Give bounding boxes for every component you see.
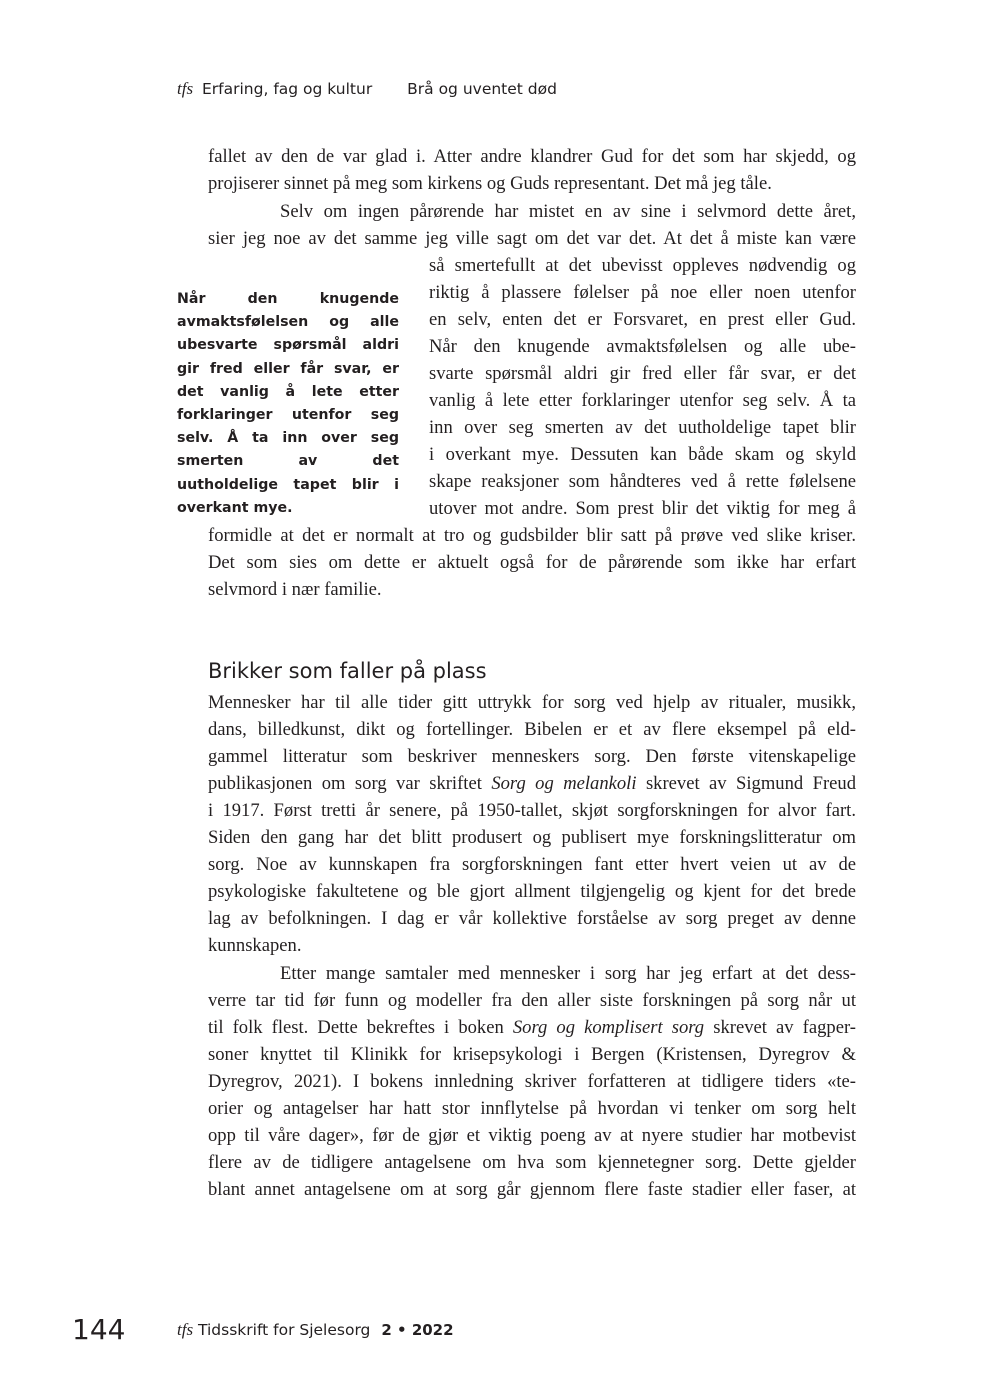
text-line: lag av befolkningen. I dag er vår kollektive forståelse av sorg preget av denne — [208, 908, 856, 929]
text-line: blant annet antagelsene om at sorg går gjennom flere faste stadier eller faser, at — [208, 1179, 856, 1200]
text-line: i overkant mye. Dessuten kan både skam og skyld — [429, 444, 856, 465]
text-line: riktig å plassere følelser på noe eller noen utenfor — [429, 282, 856, 303]
section-heading: Brikker som faller på plass — [208, 659, 487, 683]
header-journal-section: Erfaring, fag og kultur — [202, 80, 373, 98]
text-segment: til folk flest. Dette bekreftes i boken — [208, 1017, 513, 1038]
text-segment: skrevet av Sigmund Freud — [636, 773, 856, 794]
text-line: Mennesker har til alle tider gitt uttrykk for sorg ved hjelp av ritualer, musikk, — [208, 692, 856, 713]
text-line: i 1917. Først tretti år senere, på 1950-tallet, skjøt sorgforskningen for alvor fart. — [208, 800, 856, 821]
text-line: sorg. Noe av kunnskapen fra sorgforskningen fant etter hvert veien ut av de — [208, 854, 856, 875]
text-segment: publikasjonen om sorg var skriftet — [208, 773, 492, 794]
text-line — [208, 1014, 856, 1041]
text-segment: skrevet av fagper- — [704, 1017, 856, 1038]
text-line: en selv, enten det er Forsvaret, en prest eller Gud. — [429, 309, 856, 330]
text-line: utover mot andre. Som prest blir det viktig for meg å — [429, 498, 856, 519]
text-line: formidle at det er normalt at tro og gudsbilder blir satt på prøve ved slike kriser. — [208, 525, 856, 546]
text-line: gammel litteratur som beskriver menneskers sorg. Den første vitenskapelige — [208, 746, 856, 767]
text-line: skape reaksjoner som håndteres ved å rette følelsene — [429, 471, 856, 492]
book-title: Sorg og melankoli — [491, 773, 637, 794]
header-article-title: Brå og uventet død — [407, 80, 557, 98]
pull-quote: Når den knugende avmaktsfølelsen og alle ubesvarte spørsmål aldri gir fred eller får svar, er det vanlig å lete etter forklaringer utenfor seg selv. Å ta inn over seg smerten av det uutholdelige tapet blir i overkant mye. — [177, 291, 399, 516]
text-line: Når den knugende avmaktsfølelsen og alle ube- — [429, 336, 856, 357]
text-line: flere av de tidligere antagelsene om hva som kjennetegner sorg. Dette gjelder — [208, 1152, 856, 1173]
text-line: fallet av den de var glad i. Atter andre klandrer Gud for det som har skjedd, og — [208, 146, 856, 167]
text-line: sier jeg noe av det samme jeg ville sagt om det var det. At det å miste kan være — [208, 228, 856, 249]
text-line: opp til våre dager», før de gjør et viktig poeng av at nyere studier har motbevist — [208, 1125, 856, 1146]
text-line: så smertefullt at det ubevisst oppleves nødvendig og — [429, 255, 856, 276]
text-line: Selv om ingen pårørende har mistet en av sine i selvmord dette året, — [280, 201, 856, 222]
text-line: dans, billedkunst, dikt og fortellinger. Bibelen er et av flere eksempel på eld- — [208, 719, 856, 740]
header-tfs-logo: tfs — [177, 79, 194, 98]
running-header — [177, 76, 557, 102]
text-line: soner knyttet til Klinikk for krisepsykologi i Bergen (Kristensen, Dyregrov & — [208, 1044, 856, 1065]
text-line: projiserer sinnet på meg som kirkens og Guds representant. Det må jeg tåle. — [208, 173, 772, 194]
text-line: Dyregrov, 2021). I bokens innledning skriver forfatteren at tidligere tiders «te- — [208, 1071, 856, 1092]
text-line: psykologiske fakultetene og ble gjort allment tilgjengelig og kjent for det brede — [208, 881, 856, 902]
book-title: Sorg og komplisert sorg — [512, 1017, 705, 1038]
text-line: orier og antagelser har hatt stor innflytelse på hvordan vi tenker om sorg helt — [208, 1098, 856, 1119]
text-line: kunnskapen. — [208, 935, 302, 956]
footer-issue: 2 • 2022 — [381, 1321, 454, 1339]
page-number: 144 — [72, 1313, 126, 1346]
footer-journal — [177, 1317, 454, 1343]
text-line: svarte spørsmål aldri gir fred eller får svar, er det — [429, 363, 856, 384]
text-line: verre tar tid før funn og modeller fra den aller siste forskningen på sorg når ut — [208, 990, 856, 1011]
footer-tfs-logo: tfs — [177, 1320, 194, 1339]
text-line: selvmord i nær familie. — [208, 579, 382, 600]
footer-journal-name: Tidsskrift for Sjelesorg — [198, 1321, 371, 1339]
text-line — [208, 770, 856, 797]
text-line: vanlig å lete etter forklaringer utenfor seg selv. Å ta — [429, 390, 856, 411]
text-line: Etter mange samtaler med mennesker i sorg har jeg erfart at det dess- — [280, 963, 856, 984]
text-line: Siden den gang har det blitt produsert og publisert mye forskningslitteratur om — [208, 827, 856, 848]
text-line: inn over seg smerten av det uutholdelige tapet blir — [429, 417, 856, 438]
text-line: Det som sies om dette er aktuelt også for de pårørende som ikke har erfart — [208, 552, 856, 573]
